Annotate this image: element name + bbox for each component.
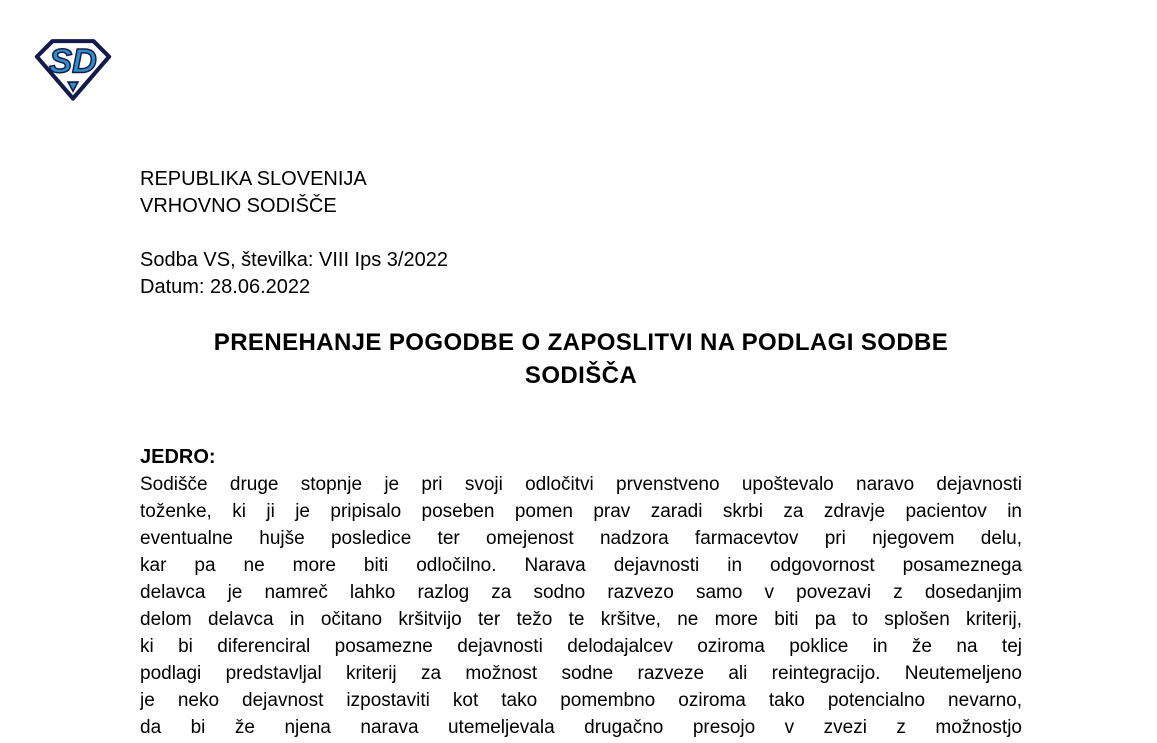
sd-diamond-logo-icon <box>32 35 114 103</box>
core-text-line: da bi že njena narava utemeljevala drugačno presojo v zvezi z možnostjo <box>140 717 1022 738</box>
core-paragraph <box>140 471 1022 741</box>
core-text-line: Sodišče druge stopnje je pri svoji odločitvi prvenstveno upoštevalo naravo dejavnosti <box>140 474 1022 495</box>
core-text-line: kar pa ne more biti odločilno. Narava dejavnosti in odgovornost posameznega <box>140 555 1022 576</box>
core-text-line: ki bi diferenciral posamezne dejavnosti delodajalcev oziroma poklice in že na tej <box>140 636 1022 657</box>
title-line: SODIŠČA <box>524 362 638 389</box>
date-line: Datum: 28.06.2022 <box>140 276 311 298</box>
republic-line: REPUBLIKA SLOVENIJA <box>140 168 367 190</box>
core-heading: JEDRO: <box>140 446 216 468</box>
core-text-line: delom delavca in očitano kršitvijo ter težo te kršitve, ne more biti pa to splošen kriterij, <box>140 609 1022 630</box>
core-text-line: toženke, ki ji je pripisalo poseben pomen prav zaradi skrbi za zdravje pacientov in <box>140 501 1022 522</box>
court-line: VRHOVNO SODIŠČE <box>140 195 337 217</box>
core-text-line: eventualne hujše posledice ter omejenost nadzora farmacevtov pri njegovem delu, <box>140 528 1022 549</box>
core-text-line: je neko dejavnost izpostaviti kot tako pomembno oziroma tako potencialno nevarno, <box>140 690 1022 711</box>
court-header <box>140 166 1022 220</box>
case-header <box>140 247 1022 301</box>
document-title <box>140 326 1022 392</box>
title-line: PRENEHANJE POGODBE O ZAPOSLITVI NA PODLAGI SODBE <box>213 329 949 356</box>
core-text-line: podlagi predstavljal kriterij za možnost sodne razveze ali reintegracijo. Neutemeljeno <box>140 663 1022 684</box>
core-text-line: delavca je namreč lahko razlog za sodno razvezo samo v povezavi z dosedanjim <box>140 582 1022 603</box>
case-number-line: Sodba VS, številka: VIII Ips 3/2022 <box>140 249 448 271</box>
logo-letters: SD <box>49 42 97 81</box>
